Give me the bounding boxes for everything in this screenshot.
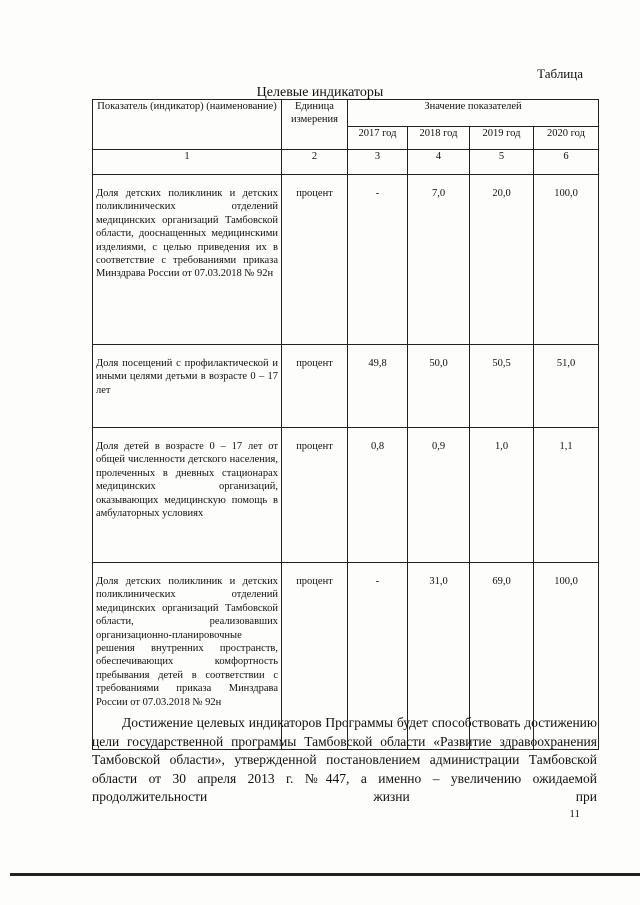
year-header: 2020 год bbox=[534, 127, 599, 150]
column-number: 1 bbox=[93, 150, 282, 175]
column-number: 5 bbox=[470, 150, 534, 175]
header-row bbox=[93, 100, 599, 127]
body-paragraph-text: Достижение целевых индикаторов Программы будет способствовать достижению цели государственной программы Тамбовской области «Развитие здравоохранения Тамбовской области», утвержденной постановлением администрации Тамбовской области от 30 апреля 2013 г. №447, а именно – увеличению ожидаемой продолжительности жизни при bbox=[92, 715, 597, 805]
value-2020: 1,1 bbox=[534, 428, 599, 563]
column-numbers-row bbox=[93, 150, 599, 175]
indicator-unit: процент bbox=[282, 175, 348, 345]
table-row bbox=[93, 175, 599, 345]
year-header: 2019 год bbox=[470, 127, 534, 150]
body-paragraph bbox=[92, 714, 597, 807]
value-2019: 1,0 bbox=[470, 428, 534, 563]
value-2018: 31,0 bbox=[408, 563, 470, 750]
indicator-unit: процент bbox=[282, 428, 348, 563]
column-header-unit: Единица измерения bbox=[282, 100, 348, 150]
year-header: 2018 год bbox=[408, 127, 470, 150]
value-2018: 7,0 bbox=[408, 175, 470, 345]
value-2017: 49,8 bbox=[348, 345, 408, 428]
indicators-table bbox=[92, 99, 599, 750]
value-2017: 0,8 bbox=[348, 428, 408, 563]
value-2017: - bbox=[348, 175, 408, 345]
value-2019: 69,0 bbox=[470, 563, 534, 750]
table-label: Таблица bbox=[537, 66, 583, 81]
value-2017: - bbox=[348, 563, 408, 750]
footer-rule bbox=[10, 873, 640, 876]
value-2018: 0,9 bbox=[408, 428, 470, 563]
year-header: 2017 год bbox=[348, 127, 408, 150]
indicator-name: Доля детей в возрасте 0 – 17 лет от общей численности детского населения, пролеченных в дневных стационарах медицинских организаций, оказывающих медицинскую помощь в амбулаторных условиях bbox=[93, 428, 282, 563]
column-number: 4 bbox=[408, 150, 470, 175]
table-caption: Целевые индикаторы bbox=[256, 85, 384, 100]
indicator-unit: процент bbox=[282, 563, 348, 750]
value-2019: 50,5 bbox=[470, 345, 534, 428]
indicator-name: Доля детских поликлиник и детских поликлинических отделений медицинских организаций Тамбовской области, реализовавших организационно-планировочные решения внутренних пространств, обеспечивающих комфортность пребывания детей в соответствии с требованиями приказа Минздрава России от 07.03.2018 № 92н bbox=[93, 563, 282, 750]
value-2019: 20,0 bbox=[470, 175, 534, 345]
column-number: 6 bbox=[534, 150, 599, 175]
table-row bbox=[93, 428, 599, 563]
column-header-values: Значение показателей bbox=[348, 100, 599, 127]
column-number: 2 bbox=[282, 150, 348, 175]
value-2020: 100,0 bbox=[534, 563, 599, 750]
value-2020: 100,0 bbox=[534, 175, 599, 345]
column-header-name: Показатель (индикатор) (наименование) bbox=[93, 100, 282, 150]
column-number: 3 bbox=[348, 150, 408, 175]
page-number: 11 bbox=[569, 808, 580, 820]
indicator-unit: процент bbox=[282, 345, 348, 428]
indicator-name: Доля детских поликлиник и детских поликлинических отделений медицинских организаций Тамбовской области, дооснащенных медицинскими изделиями, с целью приведения их в соответствие с требованиями приказа Минздрава России от 07.03.2018 № 92н bbox=[93, 175, 282, 345]
table-row bbox=[93, 345, 599, 428]
value-2018: 50,0 bbox=[408, 345, 470, 428]
indicator-name: Доля посещений с профилактической и иными целями детьми в возрасте 0 – 17 лет bbox=[93, 345, 282, 428]
value-2020: 51,0 bbox=[534, 345, 599, 428]
